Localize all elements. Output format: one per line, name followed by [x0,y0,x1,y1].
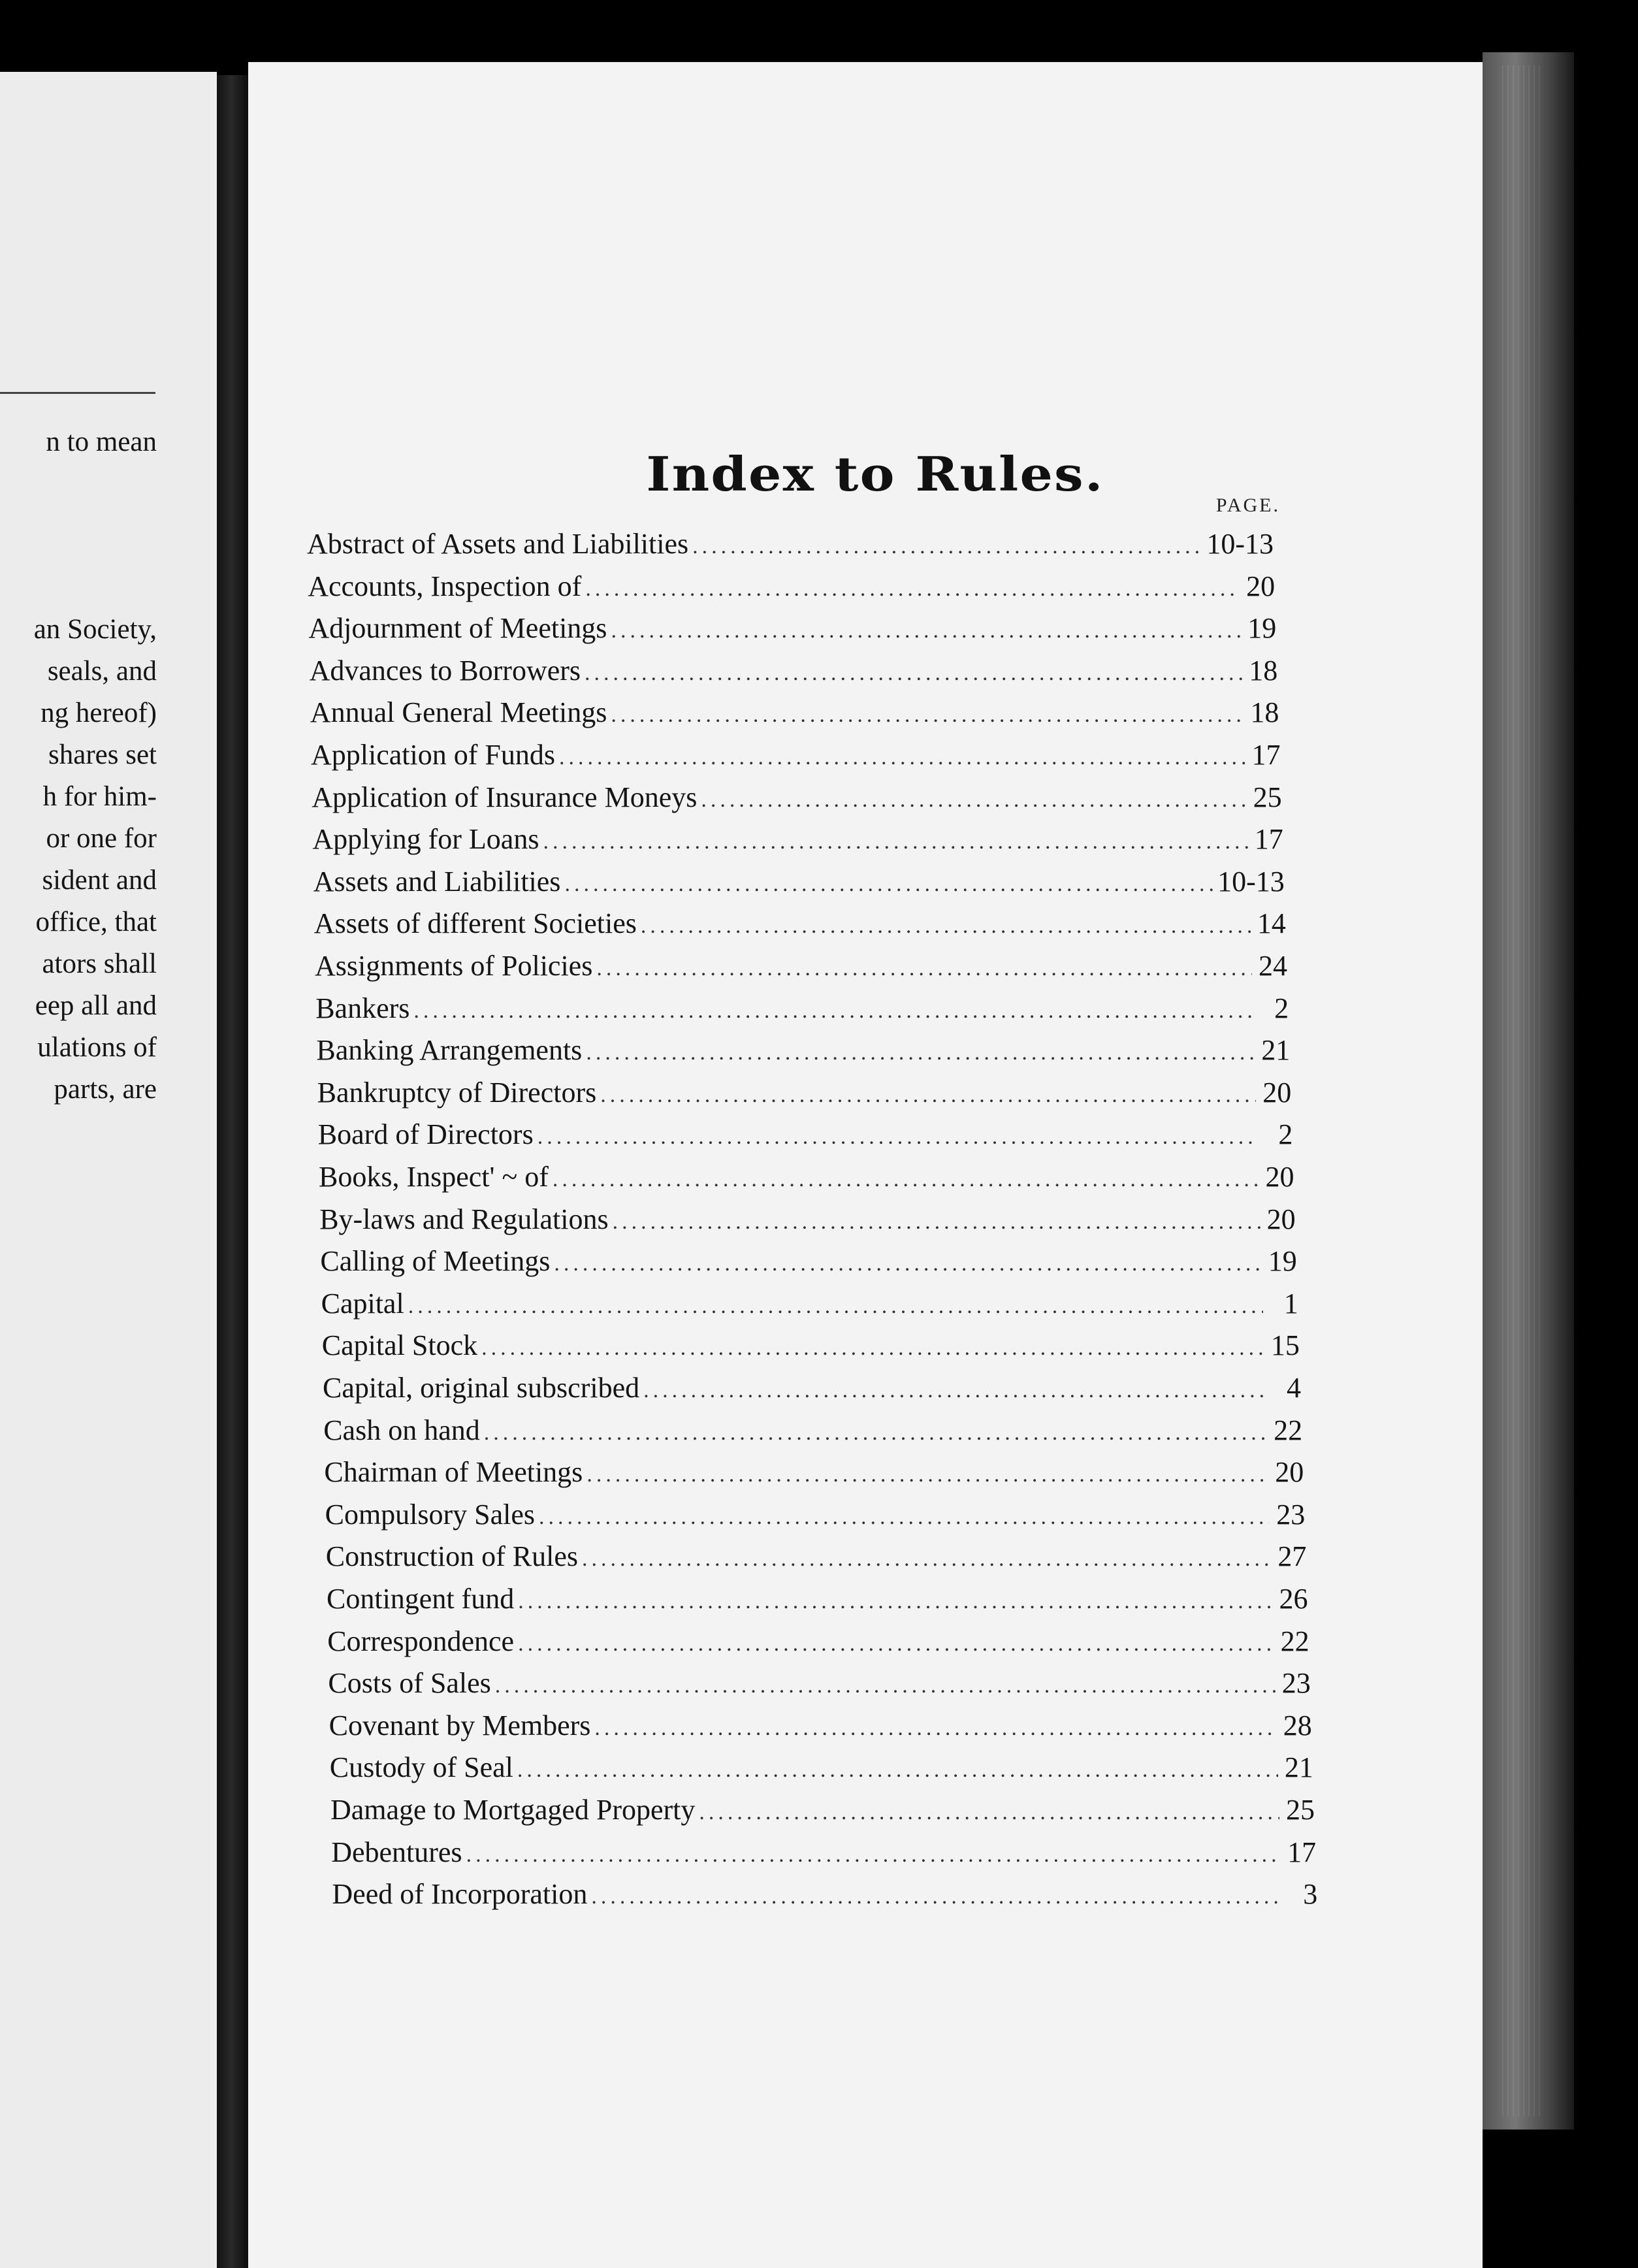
entry-page: 17 [1287,1836,1317,1868]
dot-leader [466,1836,1281,1869]
book-gutter [217,75,248,2268]
index-entry [331,1836,1316,1875]
entry-page: 23 [1281,1667,1311,1700]
entry-page: 18 [1250,696,1279,729]
entry-label: Books, Inspect' ~ of [319,1161,549,1193]
index-entry [324,1455,1304,1495]
dot-leader [539,1498,1270,1531]
dot-leader [553,1160,1259,1193]
dot-leader [408,1287,1263,1320]
dot-leader [692,527,1202,560]
entry-label: Application of Insurance Moneys [312,781,698,813]
left-page-line: ators shall [42,948,157,979]
entry-label: Applying for Loans [312,823,539,856]
index-entry [325,1498,1306,1537]
entry-label: Advances to Borrowers [309,654,581,687]
entry-label: Covenant by Members [329,1709,591,1742]
entry-label: Custody of Seal [329,1751,513,1784]
entry-label: Costs of Sales [328,1667,491,1700]
dot-leader [586,1455,1268,1489]
index-entry [307,527,1274,566]
left-page [0,72,217,2268]
entry-page: 18 [1249,654,1278,687]
page-edge-lines [1502,65,1541,2116]
entry-page: 20 [1275,1456,1304,1489]
dot-leader [701,781,1246,814]
entry-page: 10-13 [1217,865,1285,898]
dot-leader [613,1203,1261,1236]
index-entry [330,1751,1313,1790]
dot-leader [699,1793,1279,1826]
left-page-line: eep all and [35,990,157,1021]
dot-leader [641,907,1251,940]
dot-leader [554,1244,1261,1278]
left-page-line: or one for [46,823,157,854]
dot-leader [413,992,1253,1025]
index-entry [315,949,1287,988]
dot-leader [559,738,1245,771]
entry-label: Capital [321,1287,404,1320]
entry-page: 28 [1283,1709,1312,1742]
entry-page: 3 [1303,1878,1318,1911]
index-entry [320,1244,1296,1284]
index-entry [327,1625,1309,1664]
dot-leader [585,570,1240,603]
entry-label: By-laws and Regulations [319,1203,609,1235]
entry-page: 17 [1251,739,1281,771]
index-entry [312,822,1283,862]
dot-leader [518,1625,1274,1658]
left-page-line: shares set [48,739,157,770]
dot-leader [591,1877,1282,1911]
index-entry [316,1033,1290,1073]
dot-leader [495,1666,1276,1700]
entry-label: Capital Stock [321,1329,478,1362]
left-page-line: n to mean [46,427,157,457]
entry-label: Deed of Incorporation [332,1878,588,1911]
entry-page: 23 [1276,1498,1306,1531]
index-entry [330,1793,1315,1832]
index-entry [326,1540,1307,1579]
entry-label: Capital, original subscribed [323,1372,640,1404]
entry-page: 27 [1277,1540,1307,1573]
index-entry [321,1287,1298,1326]
page-title: Index to Rules. [646,446,1104,502]
entry-label: Debentures [331,1836,462,1868]
entry-label: Correspondence [327,1625,515,1657]
entry-page: 21 [1284,1751,1313,1784]
entry-label: Damage to Mortgaged Property [330,1794,696,1826]
entry-page: 19 [1247,612,1277,645]
entry-page: 20 [1266,1203,1296,1235]
entry-label: Abstract of Assets and Liabilities [307,528,689,560]
dot-leader [481,1329,1264,1362]
entry-label: Board of Directors [317,1118,534,1151]
dot-leader [538,1118,1258,1151]
index-entry [332,1877,1317,1917]
left-page-line: sident and [42,865,157,896]
index-entry [323,1414,1302,1453]
left-page-line: h for him- [42,781,157,812]
left-page-line: office, that [35,907,157,937]
index-entry [318,1118,1293,1157]
entry-page: 17 [1254,823,1283,856]
index-entry [313,865,1285,904]
index-entry [311,738,1281,777]
entry-label: Bankruptcy of Directors [317,1076,597,1109]
entry-label: Construction of Rules [325,1540,578,1573]
entry-page: 21 [1261,1034,1291,1067]
index-entry [308,611,1276,651]
entry-label: Accounts, Inspection of [308,570,582,602]
entry-page: 24 [1259,950,1287,982]
entry-page: 1 [1283,1287,1298,1320]
dot-leader [600,1076,1256,1109]
index-entry [323,1371,1301,1410]
index-entry [317,1076,1292,1115]
entry-page: 4 [1287,1372,1301,1404]
entry-label: Chairman of Meetings [324,1456,583,1489]
entry-label: Bankers [315,992,410,1024]
entry-page: 2 [1278,1118,1293,1151]
dot-leader [564,865,1213,898]
index-entry [319,1203,1295,1242]
dot-leader [594,1709,1276,1742]
entry-label: Contingent fund [327,1583,515,1615]
entry-page: 22 [1280,1625,1309,1657]
index-entry [310,654,1278,693]
entry-page: 26 [1279,1583,1308,1615]
index-entry [310,696,1279,735]
entry-label: Banking Arrangements [316,1034,583,1067]
entry-label: Adjournment of Meetings [308,612,607,645]
dot-leader [585,654,1242,687]
dot-leader [484,1414,1267,1447]
entry-label: Compulsory Sales [325,1498,536,1531]
index-entry [327,1582,1308,1621]
dot-leader [611,696,1244,729]
entry-page: 19 [1268,1245,1297,1278]
entry-page: 20 [1262,1076,1292,1109]
entry-page: 25 [1253,781,1282,813]
index-entry [322,1329,1300,1368]
entry-label: Cash on hand [323,1414,480,1446]
entry-page: 22 [1274,1414,1303,1446]
left-page-line: parts, are [54,1074,157,1105]
entry-page: 25 [1286,1794,1315,1826]
index-entry [312,781,1281,820]
dot-leader [643,1371,1266,1404]
entry-page: 14 [1257,907,1286,940]
index-entry [319,1160,1294,1199]
entry-label: Assets and Liabilities [313,865,561,898]
dot-leader [543,822,1247,856]
entry-label: Calling of Meetings [320,1245,551,1278]
dot-leader [596,949,1252,982]
entry-label: Assignments of Policies [315,950,593,982]
right-page [248,62,1483,2268]
dot-leader [517,1751,1278,1784]
entry-page: 2 [1274,992,1289,1024]
dot-leader [582,1540,1271,1573]
left-page-line: ng hereof) [40,698,157,728]
dot-leader [586,1033,1255,1067]
entry-label: Annual General Meetings [310,696,607,729]
index-entry [314,907,1286,946]
left-page-line: ulations of [37,1032,157,1063]
left-page-line: seals, and [47,656,157,687]
index-entry [329,1709,1312,1748]
dot-leader [518,1582,1272,1615]
entry-label: Assets of different Societies [313,907,637,940]
entry-label: Application of Funds [311,739,555,771]
entry-page: 10-13 [1206,528,1274,560]
index-entry [315,992,1289,1031]
entry-page: 20 [1265,1161,1294,1193]
entry-page: 15 [1270,1329,1300,1362]
left-page-rule [0,392,155,394]
left-page-line: an Society, [33,614,157,645]
index-entry [328,1666,1310,1706]
page-column-header: PAGE. [1215,494,1280,516]
dot-leader [611,611,1241,645]
entry-page: 20 [1246,570,1276,602]
index-entry [308,570,1275,609]
